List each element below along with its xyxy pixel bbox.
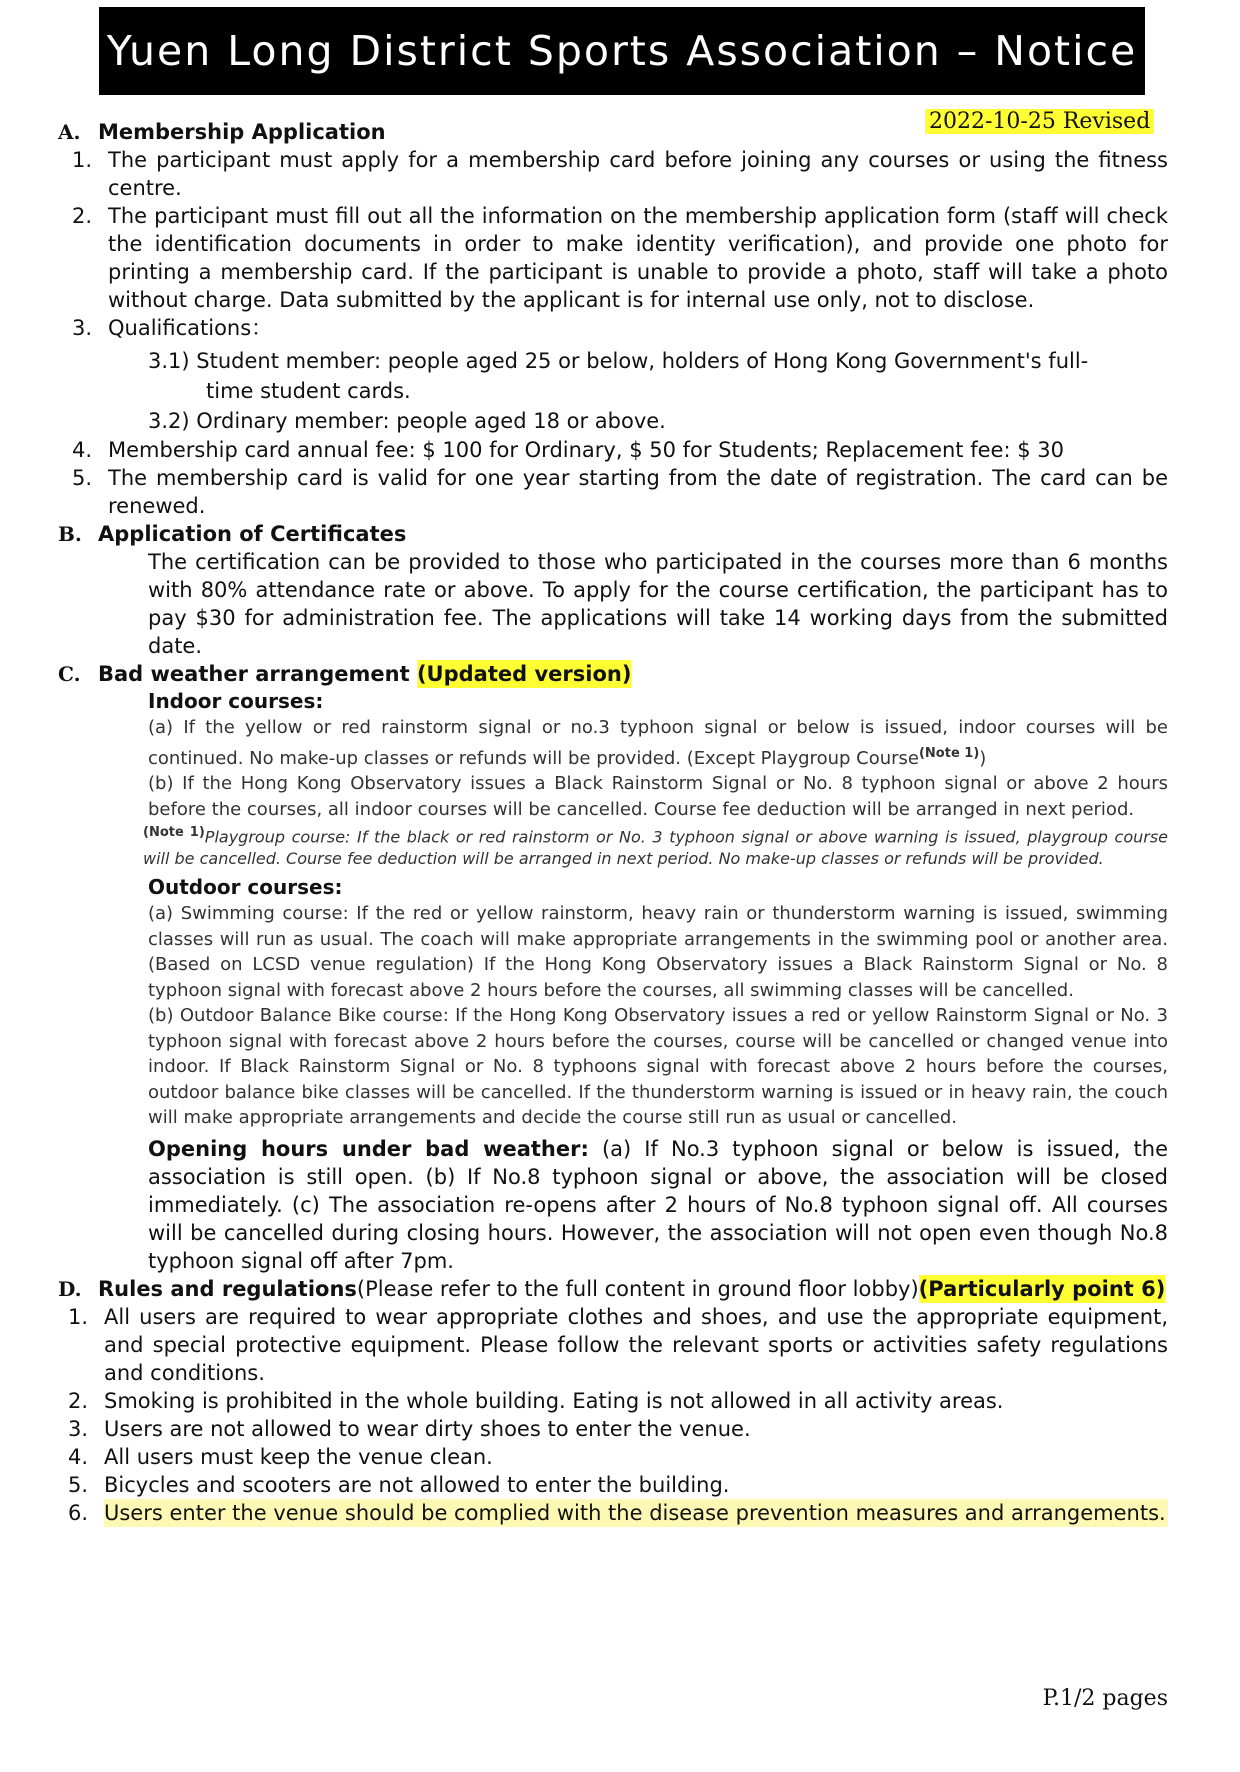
note-label: (Note 1) [143, 825, 205, 840]
list-item: 2. The participant must fill out all the information on the membership application form (staff will check the identification documents in order to make identity verification), and provide one photo for printing a membership card. If the participant is unable to provide a photo, staff will take a photo without charge. Data submitted by the applicant is for internal use only, not to disclose. [71, 204, 1168, 312]
indoor-heading: Indoor courses: [148, 689, 324, 713]
section-d-title: Rules and regulations [98, 1276, 357, 1301]
outdoor-rule-b: (b) Outdoor Balance Bike course: If the Hong Kong Observatory issues a red or yellow Rainstorm Signal or No. 3 typhoon signal with forecast above 2 hours before the courses, course will be cancelled or changed venue into indoor. If Black Rainstorm Signal or No. 8 typhoons signal with forecast above 2 hours before the courses, outdoor balance bike classes will be cancelled. If the thunderstorm warning is issued or in heavy rain, the couch will make appropriate arrangements and decide the course still run as usual or cancelled. [148, 1005, 1168, 1129]
section-b [58, 520, 1168, 660]
section-a-title: Membership Application [98, 120, 386, 144]
section-c [58, 660, 1168, 1275]
list-item: 5. The membership card is valid for one year starting from the date of registration. The card can be renewed. [71, 466, 1168, 518]
section-d [58, 1275, 1168, 1527]
banner-title: Yuen Long District Sports Association – Notice [106, 27, 1138, 75]
list-item: 1. The participant must apply for a membership card before joining any courses or using the fitness centre. [71, 148, 1168, 200]
section-b-heading: B. Application of Certificates [58, 522, 407, 546]
section-d-heading: D. Rules and regulations (Please refer to the full content in ground floor lobby) (Particularly point 6) [58, 1276, 1166, 1301]
outdoor-rule-a: (a) Swimming course: If the red or yellow rainstorm, heavy rain or thunderstorm warning is issued, swimming classes will run as usual. The coach will make appropriate arrangements in the swimming pool or another area. (Based on LCSD venue regulation) If the Hong Kong Observatory issues a Black Rainstorm Signal or No. 8 typhoon signal with forecast above 2 hours before the courses, all swimming classes will be cancelled. [148, 903, 1168, 1001]
section-b-body: The certification can be provided to those who participated in the courses more than 6 months with 80% attendance rate or above. To apply for the course certification, the participant has to pay $30 for administration fee. The applications will take 14 working days from the submitted date. [148, 550, 1168, 658]
section-a-heading [58, 118, 1168, 146]
list-item: 4. Membership card annual fee: $ 100 for Ordinary, $ 50 for Students; Replacement fee: $ 30 [71, 438, 1064, 462]
updated-badge: (Updated version) [416, 662, 632, 686]
list-item-highlighted: 6. Users enter the venue should be complied with the disease prevention measures and arrangements. [58, 1499, 1168, 1527]
page-number: P.1/2 pages [1042, 1686, 1168, 1711]
list-item: 5. Bicycles and scooters are not allowed to enter the building. [67, 1472, 730, 1497]
point6-badge: (Particularly point 6) [918, 1276, 1166, 1301]
section-d-subtitle: (Please refer to the full content in ground floor lobby) [356, 1276, 919, 1301]
opening-hours: Opening hours under bad weather: (a) If No.3 typhoon signal or below is issued, the association is still open. (b) If No.8 typhoon signal or above, the association will be closed immediately. (c) The association re-opens after 2 hours of No.8 typhoon signal off. All courses will be cancelled during closing hours. However, the association will not open even though No.8 typhoon signal off after 7pm. [148, 1136, 1168, 1273]
notice-banner [99, 7, 1145, 95]
list-item: 2. Smoking is prohibited in the whole building. Eating is not allowed in all activity areas. [67, 1388, 1004, 1413]
outdoor-heading: Outdoor courses: [148, 875, 343, 900]
section-c-heading: C. Bad weather arrangement (Updated version) [58, 662, 632, 686]
indoor-rule-b: (b) If the Hong Kong Observatory issues a Black Rainstorm Signal or No. 8 typhoon signal or above 2 hours before the courses, all indoor courses will be cancelled. Course fee deduction will be arranged in next period. [148, 773, 1168, 820]
list-item: 1. All users are required to wear appropriate clothes and shoes, and use the appropriate equipment, and special protective equipment. Please follow the relevant sports or activities safety regulations and conditions. [67, 1304, 1168, 1385]
list-item: 4. All users must keep the venue clean. [67, 1444, 493, 1469]
notice-content [58, 118, 1168, 1527]
section-a [58, 118, 1168, 520]
revised-date: 2022-10-25 Revised [925, 109, 1154, 134]
indoor-rule-a: (a) If the yellow or red rainstorm signal or no.3 typhoon signal or below is issued, indoor courses will be continued. No make-up classes or refunds will be provided. (Except Playgroup Course$^{(Note 1)}$) [148, 717, 1168, 769]
section-c-title: Bad weather arrangement [98, 662, 410, 686]
list-item: 3. Users are not allowed to wear dirty shoes to enter the venue. [67, 1416, 751, 1441]
list-item: 3. Qualifications： [71, 316, 273, 340]
note-1: $^{(Note 1)}$Playgroup course: If the black or red rainstorm or No. 3 typhoon signal or above warning is issued, playgroup course will be cancelled. Course fee deduction will be arranged in next period. No make-up classes or refunds will be provided. [143, 825, 1169, 869]
section-a-letter: A. [58, 120, 81, 144]
qualification-ordinary: 3.2) Ordinary member: people aged 18 or above. [148, 409, 666, 433]
section-b-title: Application of Certificates [98, 522, 407, 546]
qualification-student: 3.1) Student member: people aged 25 or below, holders of Hong Kong Government's full- time student cards. [148, 349, 1089, 403]
